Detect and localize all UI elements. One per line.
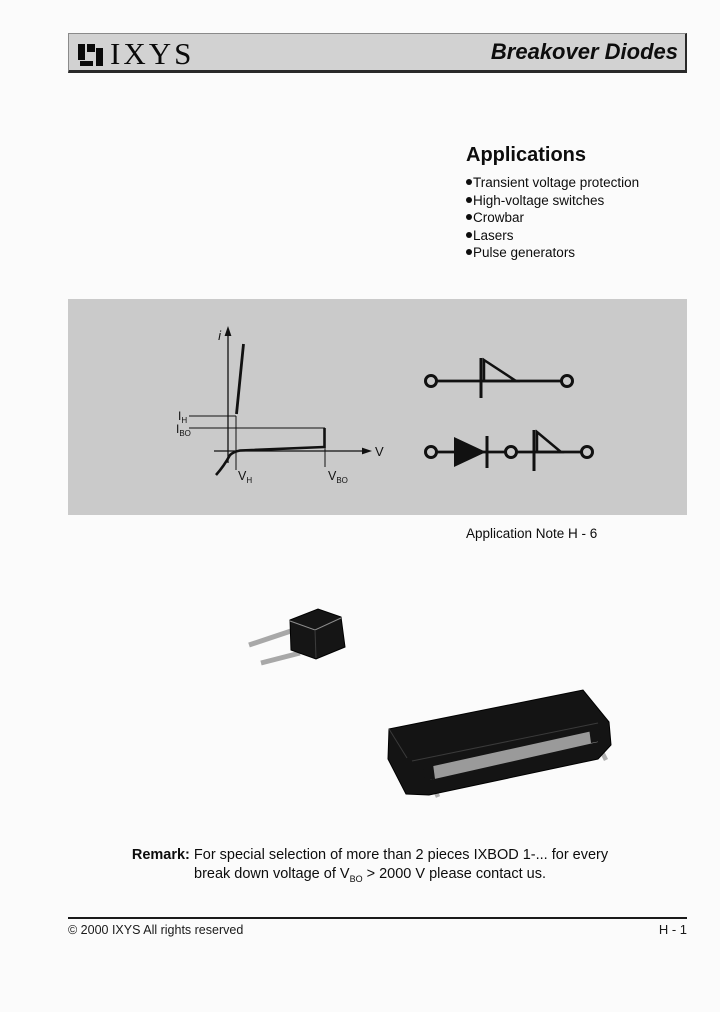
lead-icon — [249, 631, 291, 645]
reference-lines — [189, 416, 325, 470]
bullet-icon — [466, 197, 472, 203]
iv-curve-figure — [68, 299, 687, 515]
bullet-icon — [466, 179, 472, 185]
header-bar — [68, 33, 687, 73]
y-axis-label: i — [218, 328, 221, 343]
ixys-logo — [78, 36, 195, 71]
package-large-image — [385, 682, 620, 812]
ibo-label: $I_{BO}$ — [176, 422, 191, 438]
list-item: Pulse generators — [466, 244, 696, 262]
bullet-icon — [466, 214, 472, 220]
page-number: H - 1 — [658, 922, 687, 937]
remark-text: Remark: For special selection of more than 2 pieces IXBOD 1-... for every break down voltage of $V_{BO} > 2000$ V please contact us. — [131, 847, 609, 884]
applications-list — [466, 174, 696, 262]
bullet-icon — [466, 249, 472, 255]
x-axis-label: V — [375, 444, 384, 459]
axes — [214, 333, 365, 463]
vh-label: $V_H$ — [238, 469, 253, 485]
y-axis-arrow-icon — [225, 326, 232, 336]
vbo-label: $V_{BO}$ — [328, 469, 348, 485]
list-item: Crowbar — [466, 209, 696, 227]
remark-label: Remark: — [131, 847, 190, 863]
footer-rule — [68, 917, 687, 919]
package-body — [290, 609, 345, 659]
lead-clamp — [589, 726, 601, 743]
application-note: Application Note H - 6 — [466, 526, 598, 541]
applications-heading: Applications — [466, 144, 587, 166]
copyright-text: © 2000 IXYS All rights reserved — [68, 923, 244, 937]
breakover-diode-symbol — [426, 358, 573, 398]
package-large-drawing — [385, 682, 620, 807]
applications-section — [466, 144, 696, 262]
x-axis-arrow-icon — [362, 448, 372, 455]
brand-name: IXYS — [110, 36, 195, 71]
figure-box — [68, 299, 687, 515]
lead-icon — [261, 653, 300, 663]
ixys-logo-icon — [78, 44, 103, 66]
document-title: Breakover Diodes — [490, 39, 678, 64]
iv-curve — [216, 344, 325, 475]
lead-clamp — [423, 764, 435, 781]
list-item: High-voltage switches — [466, 192, 696, 210]
ih-label: $I_H$ — [178, 409, 188, 425]
package-small-image — [243, 600, 363, 697]
series-diode-symbol — [426, 430, 593, 471]
package-small-drawing — [243, 600, 363, 692]
list-item: Lasers — [466, 227, 696, 245]
list-item: Transient voltage protection — [466, 174, 696, 192]
diode-triangle-icon — [454, 437, 486, 467]
bullet-icon — [466, 232, 472, 238]
